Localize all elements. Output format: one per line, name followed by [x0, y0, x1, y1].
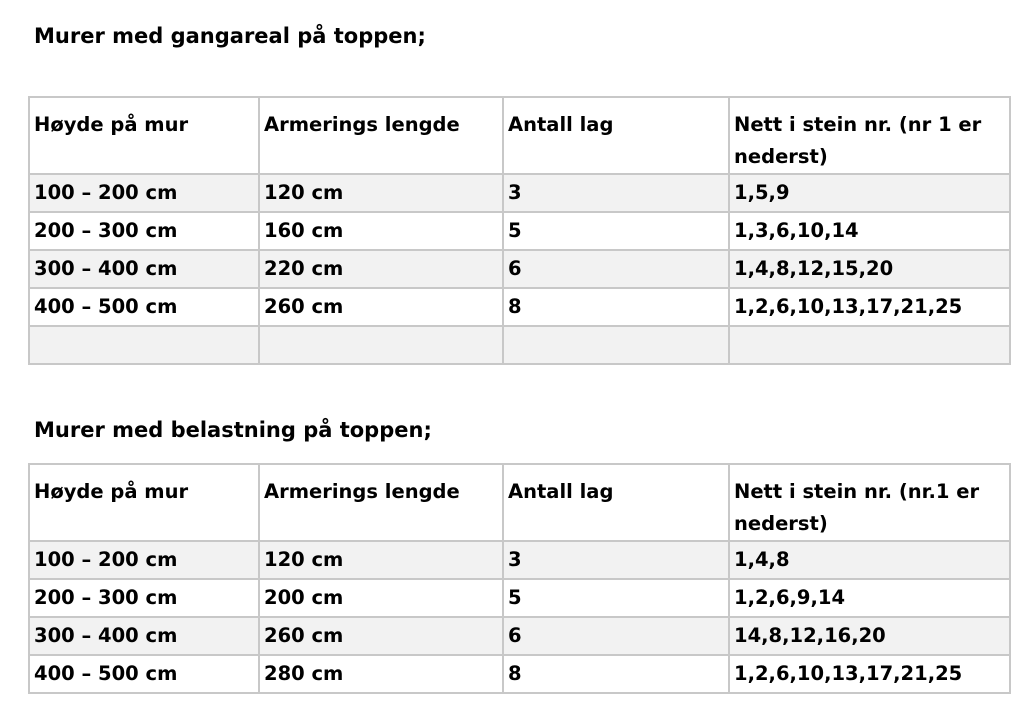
cell-wall-height: 200 – 300 cm: [29, 579, 259, 617]
table-row: [29, 541, 1010, 579]
cell-empty: [729, 326, 1010, 364]
cell-layer-count: 6: [503, 250, 729, 288]
table-row: [29, 288, 1010, 326]
cell-mesh-stone-numbers: 1,2,6,10,13,17,21,25: [729, 288, 1010, 326]
section-title-walkway: Murer med gangareal på toppen;: [34, 24, 426, 48]
cell-reinforcement-length: 120 cm: [259, 174, 503, 212]
cell-mesh-stone-numbers: 1,4,8: [729, 541, 1010, 579]
cell-reinforcement-length: 200 cm: [259, 579, 503, 617]
table-row: [29, 174, 1010, 212]
header-mesh-stone-numbers: Nett i stein nr. (nr 1 er nederst): [729, 97, 1010, 174]
table-row: [29, 617, 1010, 655]
table-load-walls: [28, 463, 1011, 694]
cell-wall-height: 400 – 500 cm: [29, 655, 259, 693]
cell-wall-height: 300 – 400 cm: [29, 250, 259, 288]
cell-empty: [503, 326, 729, 364]
header-mesh-stone-numbers: Nett i stein nr. (nr.1 er nederst): [729, 464, 1010, 541]
cell-wall-height: 100 – 200 cm: [29, 174, 259, 212]
cell-empty: [259, 326, 503, 364]
cell-layer-count: 3: [503, 174, 729, 212]
table-row: [29, 250, 1010, 288]
section-title-load: Murer med belastning på toppen;: [34, 418, 432, 442]
cell-mesh-stone-numbers: 14,8,12,16,20: [729, 617, 1010, 655]
table-header-row: [29, 97, 1010, 174]
cell-mesh-stone-numbers: 1,2,6,10,13,17,21,25: [729, 655, 1010, 693]
header-layer-count: Antall lag: [503, 97, 729, 174]
cell-reinforcement-length: 280 cm: [259, 655, 503, 693]
table-row: [29, 212, 1010, 250]
cell-layer-count: 8: [503, 655, 729, 693]
table-row: [29, 579, 1010, 617]
cell-layer-count: 8: [503, 288, 729, 326]
header-wall-height: Høyde på mur: [29, 97, 259, 174]
cell-layer-count: 3: [503, 541, 729, 579]
header-wall-height: Høyde på mur: [29, 464, 259, 541]
cell-mesh-stone-numbers: 1,2,6,9,14: [729, 579, 1010, 617]
table-walkway-walls: [28, 96, 1011, 365]
cell-mesh-stone-numbers: 1,4,8,12,15,20: [729, 250, 1010, 288]
cell-wall-height: 400 – 500 cm: [29, 288, 259, 326]
table-row-empty: [29, 326, 1010, 364]
cell-wall-height: 100 – 200 cm: [29, 541, 259, 579]
cell-empty: [29, 326, 259, 364]
cell-reinforcement-length: 260 cm: [259, 617, 503, 655]
table-row: [29, 655, 1010, 693]
cell-mesh-stone-numbers: 1,3,6,10,14: [729, 212, 1010, 250]
header-reinforcement-length: Armerings lengde: [259, 464, 503, 541]
cell-layer-count: 5: [503, 212, 729, 250]
header-reinforcement-length: Armerings lengde: [259, 97, 503, 174]
table-header-row: [29, 464, 1010, 541]
cell-reinforcement-length: 220 cm: [259, 250, 503, 288]
header-layer-count: Antall lag: [503, 464, 729, 541]
cell-wall-height: 200 – 300 cm: [29, 212, 259, 250]
cell-layer-count: 5: [503, 579, 729, 617]
cell-reinforcement-length: 120 cm: [259, 541, 503, 579]
cell-reinforcement-length: 260 cm: [259, 288, 503, 326]
cell-layer-count: 6: [503, 617, 729, 655]
cell-reinforcement-length: 160 cm: [259, 212, 503, 250]
cell-wall-height: 300 – 400 cm: [29, 617, 259, 655]
cell-mesh-stone-numbers: 1,5,9: [729, 174, 1010, 212]
